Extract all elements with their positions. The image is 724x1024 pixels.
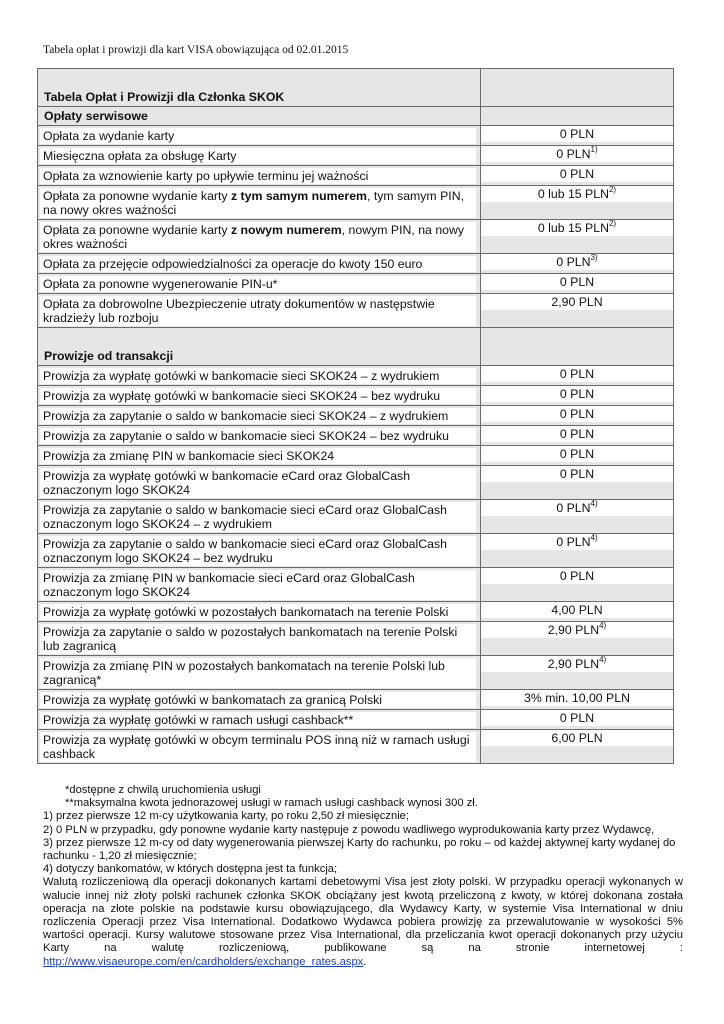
row-label: Opłata za przejęcie odpowiedzialności za operacje do kwoty 150 euro xyxy=(40,256,476,272)
row-value xyxy=(481,710,673,726)
row-label: Prowizja za wypłatę gotówki w obcym terminalu POS inną niż w ramach usługi cashback xyxy=(40,732,476,762)
row-label: Prowizja za wypłatę gotówki w bankomatach za granicą Polski xyxy=(40,692,476,708)
footnote-ref: 2) xyxy=(608,184,617,194)
row-value xyxy=(481,254,673,270)
fee-amount: 0 PLN xyxy=(559,467,595,481)
table-row xyxy=(38,466,674,500)
table-row xyxy=(38,186,674,220)
row-value xyxy=(481,166,673,182)
row-label: Opłata za dobrowolne Ubezpieczenie utraty dokumentów w następstwie kradzieży lub rozboju xyxy=(40,296,476,326)
row-label: Prowizja za wypłatę gotówki w bankomacie eCard oraz GlobalCash oznaczonym logo SKOK24 xyxy=(40,468,476,498)
section-service-fees: Opłaty serwisowe xyxy=(38,107,480,125)
fee-amount: 0 PLN xyxy=(559,367,595,381)
fee-amount: 0 PLN xyxy=(556,147,591,161)
fee-amount: 0 PLN xyxy=(559,407,595,421)
row-label: Prowizja za zapytanie o saldo w bankomacie sieci eCard oraz GlobalCash oznaczonym logo SKOK24 – z wydrukiem xyxy=(40,502,476,532)
table-row xyxy=(38,730,674,764)
fee-amount: 0 PLN xyxy=(559,127,595,141)
row-value xyxy=(481,126,673,142)
fee-amount: 4,00 PLN xyxy=(551,603,603,617)
footnote-4: 4) dotyczy bankomatów, w których dostępna jest ta funkcja; xyxy=(43,863,338,876)
document-header: Tabela opłat i prowizji dla kart VISA obowiązująca od 02.01.2015 xyxy=(43,44,349,56)
table-row xyxy=(38,166,674,186)
row-value xyxy=(481,568,673,584)
footnote-ref: 4) xyxy=(590,532,598,542)
paragraph-end: . xyxy=(363,955,367,968)
footnote-1: 1) przez pierwsze 12 m-cy użytkowania karty, po roku 2,50 zł miesięcznie; xyxy=(43,810,410,823)
section-transaction-fees: Prowizje od transakcji xyxy=(38,347,480,365)
footnote-ref: 2) xyxy=(608,218,617,228)
row-value xyxy=(481,602,673,618)
table-title-row xyxy=(38,69,674,107)
row-label-emphasis: z tym samym numerem xyxy=(230,189,367,203)
row-value xyxy=(481,274,673,290)
fee-amount: 2,90 PLN xyxy=(551,295,603,309)
fee-table xyxy=(37,68,674,764)
table-row xyxy=(38,690,674,710)
footnote-ref: 4) xyxy=(599,620,607,630)
fee-amount: 0 PLN xyxy=(559,427,595,441)
table-row xyxy=(38,426,674,446)
table-row xyxy=(38,656,674,690)
row-value xyxy=(481,406,673,422)
row-label xyxy=(40,222,476,252)
row-label-start: Opłata za ponowne wydanie karty xyxy=(43,223,231,237)
row-label: Opłata za ponowne wygenerowanie PIN-u* xyxy=(40,276,476,292)
row-label: Prowizja za zmianę PIN w bankomacie sieci SKOK24 xyxy=(40,448,476,464)
row-label: Prowizja za wypłatę gotówki w bankomacie sieci SKOK24 – bez wydruku xyxy=(40,388,476,404)
table-row xyxy=(38,406,674,426)
row-value xyxy=(481,690,673,706)
table-row xyxy=(38,294,674,328)
row-label: Prowizja za zmianę PIN w bankomacie sieci eCard oraz GlobalCash oznaczonym logo SKOK24 xyxy=(40,570,476,600)
section-service-fees-row xyxy=(38,107,674,126)
row-label: Prowizja za wypłatę gotówki w pozostałych bankomatach na terenie Polski xyxy=(40,604,476,620)
row-label: Prowizja za zmianę PIN w pozostałych bankomatach na terenie Polski lub zagranicą* xyxy=(40,658,476,688)
table-row xyxy=(38,568,674,602)
table-row xyxy=(38,220,674,254)
row-value xyxy=(481,294,673,310)
row-value xyxy=(481,656,673,672)
row-label: Prowizja za wypłatę gotówki w bankomacie sieci SKOK24 – z wydrukiem xyxy=(40,368,476,384)
table-row xyxy=(38,710,674,730)
footnote-3: 3) przez pierwsze 12 m-cy od daty wygenerowania pierwszej Karty do rachunku, po roku – od każdej aktywnej karty wydanej do rachunku - 1,20 zł miesięcznie; xyxy=(43,836,676,863)
footnote-2: 2) 0 PLN w przypadku, gdy ponowne wydanie karty następuje z powodu wadliwego wyprodukowania karty przez Wydawcę, xyxy=(43,823,655,836)
row-label-end: , tym samym PIN, na nowy okres ważności xyxy=(43,189,465,217)
row-value xyxy=(481,186,673,202)
table-row xyxy=(38,366,674,386)
row-label-start: Opłata za ponowne wydanie karty xyxy=(43,189,231,203)
row-value xyxy=(481,466,673,482)
row-label: Opłata za wydanie karty xyxy=(40,128,476,144)
fee-amount: 0 PLN xyxy=(556,501,591,515)
table-title: Tabela Opłat i Prowizji dla Członka SKOK xyxy=(38,88,480,106)
table-row xyxy=(38,386,674,406)
table-row xyxy=(38,446,674,466)
row-label-emphasis: z nowym numerem xyxy=(230,223,342,237)
row-label xyxy=(40,188,476,218)
row-label: Opłata za wznowienie karty po upływie terminu jej ważności xyxy=(40,168,476,184)
table-row xyxy=(38,534,674,568)
table-row xyxy=(38,602,674,622)
row-value xyxy=(481,446,673,462)
footnote-ref: 4) xyxy=(599,654,607,664)
row-value xyxy=(481,730,673,746)
fee-amount: 0 PLN xyxy=(559,711,595,725)
row-label: Prowizja za zapytanie o saldo w bankomacie sieci SKOK24 – bez wydruku xyxy=(40,428,476,444)
fee-amount: 0 PLN xyxy=(559,275,595,289)
fee-amount: 3% min. 10,00 PLN xyxy=(524,691,630,705)
row-value xyxy=(481,622,673,638)
fee-amount: 0 PLN xyxy=(556,535,591,549)
fee-amount: 0 lub 15 PLN xyxy=(537,221,609,235)
fee-amount: 0 PLN xyxy=(556,255,591,269)
footnote-double-star: **maksymalna kwota jednorazowej usługi w ramach usługi cashback wynosi 300 zł. xyxy=(65,797,478,810)
row-value xyxy=(481,500,673,516)
fee-amount: 0 PLN xyxy=(559,387,595,401)
row-label: Prowizja za wypłatę gotówki w ramach usługi cashback** xyxy=(40,712,476,728)
currency-paragraph xyxy=(43,876,683,968)
section-transaction-fees-row xyxy=(38,328,674,366)
footnote-ref: 4) xyxy=(590,498,598,508)
fee-amount: 2,90 PLN xyxy=(547,623,600,637)
footnote-ref: 1) xyxy=(590,144,598,154)
table-row xyxy=(38,254,674,274)
table-row xyxy=(38,622,674,656)
table-row xyxy=(38,146,674,166)
fee-amount: 0 lub 15 PLN xyxy=(537,187,609,201)
row-label: Prowizja za zapytanie o saldo w bankomacie sieci SKOK24 – z wydrukiem xyxy=(40,408,476,424)
row-value xyxy=(481,534,673,550)
fee-amount: 0 PLN xyxy=(559,167,595,181)
footnote-ref: 3) xyxy=(590,252,598,262)
row-value xyxy=(481,146,673,162)
visa-exchange-rates-link[interactable]: http://www.visaeurope.com/en/cardholders/exchange_rates.aspx xyxy=(43,955,364,968)
row-value xyxy=(481,426,673,442)
row-value xyxy=(481,366,673,382)
fee-amount: 0 PLN xyxy=(559,447,595,461)
footnotes xyxy=(43,784,683,969)
row-value xyxy=(481,220,673,236)
table-row xyxy=(38,126,674,146)
fee-amount: 6,00 PLN xyxy=(551,731,603,745)
footnote-star: *dostępne z chwilą uruchomienia usługi xyxy=(65,784,261,796)
row-label: Miesięczna opłata za obsługę Karty xyxy=(40,148,476,164)
table-row xyxy=(38,274,674,294)
currency-paragraph-text: Walutą rozliczeniową dla operacji dokonanych kartami debetowymi Visa jest złoty polski. W przypadku operacji wykonanych w walucie innej niż złoty polski rachunek członka SKOK obciążany jest kwotą przeliczoną z kwoty, w której dokonana została operacja na złote polskie na podstawie kursu obowiązującego, dla Wydawcy Karty, w systemie Visa International w dniu rozliczenia Operacji przez Visa International. Dodatkowo Wydawca pobiera prowizję za przewalutowanie w wysokości 5% wartości operacji. Kursy walutowe stosowane przez Visa International, dla przeliczania kwot operacji dokonanych przy użyciu Karty na walutę rozliczeniową, publikowane są na stronie internetowej : xyxy=(43,876,683,955)
row-label: Prowizja za zapytanie o saldo w bankomacie sieci eCard oraz GlobalCash oznaczonym logo SKOK24 – bez wydruku xyxy=(40,536,476,566)
row-value xyxy=(481,386,673,402)
row-label: Prowizja za zapytanie o saldo w pozostałych bankomatach na terenie Polski lub zagranicą xyxy=(40,624,476,654)
table-row xyxy=(38,500,674,534)
fee-amount: 2,90 PLN xyxy=(547,657,600,671)
row-label-end: , nowym PIN, na nowy okres ważności xyxy=(43,223,465,251)
fee-amount: 0 PLN xyxy=(559,569,595,583)
